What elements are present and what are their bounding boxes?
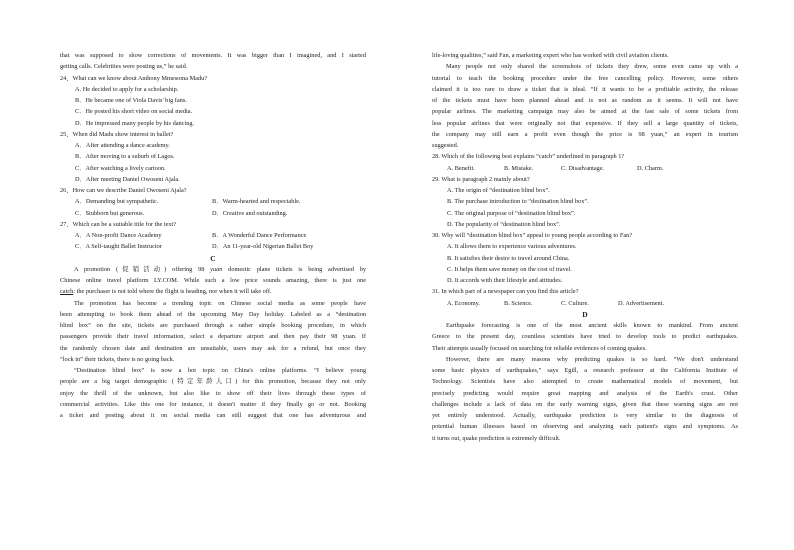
question-26-options-row xyxy=(60,208,366,219)
question-29-option-b[interactable]: B. The purchase introduction to “destination blind box”. xyxy=(447,198,589,206)
question-26-option-a[interactable]: A．Demanding but sympathetic. xyxy=(75,198,159,206)
question-27-options-row xyxy=(60,230,366,241)
passage-c-line: a ticket and posting about it on social media can still suggest that one has adventurous and xyxy=(60,412,366,419)
question-28-option-a[interactable]: A. Benefit. xyxy=(447,164,475,172)
question-27-option-c[interactable]: C．A Self-taught Ballet Instructor xyxy=(75,243,162,251)
intro-line: that was supposed to show corrections of movements. It was bigger than I imagined, and I started xyxy=(60,52,366,59)
passage-d-line: Greece to the present day, countless scientists have tried to develop tools to predict earthquakes. xyxy=(432,333,738,341)
passage-d-line: yet entirely understood. Actually, earthquake prediction is very similar to the diagnosis of xyxy=(432,412,738,419)
question-31-option-d[interactable]: D. Advertisement. xyxy=(618,299,664,307)
passage-c-line: passengers provide their travel information, select a departure airport and then pay their 98 yuan. If xyxy=(60,333,366,341)
question-29-option-d[interactable]: D. The popularity of “destination blind box”. xyxy=(447,220,561,228)
question-26-option-d[interactable]: D．Creative and outstanding. xyxy=(212,209,288,217)
passage-c-line: less popular airlines that were originally not that expensive. If they sell a large quantity of tickets, xyxy=(432,119,738,127)
passage-c-line: blind box” on the site, tickets are purchased through a rather simple booking procedure, in which xyxy=(60,322,366,329)
question-29-option-c[interactable]: C. The original purpose of “destination blind box”. xyxy=(447,209,576,217)
section-c-heading: C xyxy=(210,253,216,263)
passage-c-line: Many people not only shared the screenshots of tickets they drew, some even came up with a xyxy=(446,63,738,71)
question-27-option-d[interactable]: D．An 11-year-old Nigerian Ballet Boy xyxy=(212,243,314,251)
question-27-options-row xyxy=(60,241,366,252)
passage-c-line: the randomly chosen date and destination are unsuitable, users may ask for a refund, but once they xyxy=(60,344,366,352)
passage-c-line: catch: the purchaser is not told where the flight is heading, nor when it will take off. xyxy=(60,288,272,296)
passage-c-line: “Destination blind box” is now a hot topic on China's online platforms. “I believe young xyxy=(74,367,366,374)
intro-line: getting calls. Celebrities were posting us,” he said. xyxy=(60,63,188,71)
question-29-option-a[interactable]: A. The origin of “destination blind box”. xyxy=(447,187,550,194)
passage-c-line: life-loving qualities,” said Fan, a marketing expert who has worked with civil aviation clients. xyxy=(432,52,669,59)
passage-c-line: popular airlines. The marketing campaign may also be aimed at the fast sale of some tickets from xyxy=(432,108,738,116)
question-25-option-a[interactable]: A．After attending a dance academy. xyxy=(75,142,170,149)
passage-c-line: “lock in” their tickets, there is no going back. xyxy=(60,355,175,363)
passage-d-line: However, there are many reasons why predicting quakes is so hard. “We don't understand xyxy=(446,355,738,363)
passage-c-line: A promotion (促销活动) offering 98 yuan domestic plane tickets is being advertised by xyxy=(74,265,366,273)
question-26-option-b[interactable]: B．Warm-hearted and respectable. xyxy=(212,198,301,206)
passage-c-line: of the tickets must have been planned ahead and is not as random as it seems. It will not have xyxy=(432,97,738,104)
question-31-stem: 31. In which part of a newspaper can you find this article? xyxy=(432,288,579,296)
passage-c-line: people are a big target demographic (特定年龄人口) for this promotion, because they not only xyxy=(60,378,366,386)
passage-c-line: suggested. xyxy=(432,142,459,149)
passage-d-line: it turns out, quake prediction is extremely difficult. xyxy=(432,434,561,442)
passage-c-line: the company may still earn a profit even though the price is 98 yuan,” an expert in tourism xyxy=(432,130,738,138)
question-24-stem: 24、What can we know about Anthony Mmesoma Madu? xyxy=(60,74,208,82)
question-24-option-d[interactable]: D．He impressed many people by his dancing. xyxy=(75,119,195,127)
question-24-option-a[interactable]: A. He decided to apply for a scholarship. xyxy=(75,85,179,93)
question-24-option-c[interactable]: C．He posted his short video on social media. xyxy=(75,108,193,116)
passage-c-line: tutorial to teach the booking procedure under the free cancelling policy. However, some others xyxy=(432,74,738,82)
passage-c-line: Chinese online travel platform LY.COM. While such a low price sounds amazing, there is just one xyxy=(60,277,366,284)
passage-c-line: enjoy the thrill of the unknown, but also like to show off their lives through these types of xyxy=(60,389,366,397)
passage-d-line: Their attempts usually focused on searching for reliable evidences of coming quakes. xyxy=(432,344,647,352)
question-27-option-b[interactable]: B．A Wonderful Dance Performance xyxy=(212,232,307,239)
passage-d-line: some basic physics of earthquakes,” says Egill, a research professor at the California Institute of xyxy=(432,367,738,374)
question-30-option-b[interactable]: B. It satisfies their desire to travel around China. xyxy=(447,254,570,262)
passage-c-line: The promotion has become a trending topic on Chinese social media as some people have xyxy=(74,299,366,307)
question-31-option-b[interactable]: B. Science. xyxy=(504,299,533,307)
question-28-options-row xyxy=(432,163,738,174)
question-30-option-c[interactable]: C. It helps them save money on the cost of travel. xyxy=(447,265,572,273)
question-31-option-c[interactable]: C. Culture. xyxy=(561,299,589,307)
question-28-stem: 28. Which of the following best explains “catch” underlined in paragraph 1? xyxy=(432,153,625,161)
left-column xyxy=(60,50,366,421)
passage-d-line: Earthquake forecasting is one of the most ancient skills known to mankind. From ancient xyxy=(446,322,738,329)
passage-d-line: potential human illnesses based on observing and analyzing each patient's signs and symptoms. As xyxy=(432,423,738,431)
question-25-option-d[interactable]: D．After meeting Daniel Owoseni Ajala. xyxy=(75,175,180,183)
right-column xyxy=(432,50,738,444)
passage-d-line: challenges include a lack of data on the early warning signs, given that these warning signs are not xyxy=(432,400,738,408)
question-26-options-row xyxy=(60,196,366,207)
catch-underlined-word: catch xyxy=(60,288,74,296)
passage-c-line: been attempting to book them ahead of the upcoming May Day holiday. Labeled as a “destination xyxy=(60,310,366,318)
question-29-stem: 29. What is paragraph 2 mainly about? xyxy=(432,175,530,183)
question-25-stem: 25、When did Madu show interest in ballet? xyxy=(60,130,174,138)
question-26-option-c[interactable]: C．Stubborn but generous. xyxy=(75,209,145,217)
question-26-stem: 26、How can we describe Daniel Owoseni Ajala? xyxy=(60,187,187,194)
question-30-stem: 30. Why will “destination blind box” appeal to young people according to Fan? xyxy=(432,232,633,239)
question-30-option-d[interactable]: D. It accords with their lifestyle and attitudes. xyxy=(447,277,563,284)
question-31-option-a[interactable]: A. Economy. xyxy=(447,299,480,307)
passage-c-line: claimed it is too rare to draw a ticket that is ideal. “If it wants to be a profitable activity, the release xyxy=(432,85,738,93)
question-31-options-row xyxy=(432,298,738,309)
question-28-option-b[interactable]: B. Mistake. xyxy=(504,164,534,172)
question-25-option-b[interactable]: B．After moving to a suburb of Lagos. xyxy=(75,153,175,161)
question-28-option-c[interactable]: C. Disadvantage. xyxy=(561,164,605,172)
section-d-heading: D xyxy=(582,309,588,319)
question-28-option-d[interactable]: D. Charm. xyxy=(637,164,664,172)
question-24-option-b[interactable]: B．He became one of Viola Davis' big fans. xyxy=(75,97,187,104)
passage-c-line: commercial activities. Like this one for instance, it doesn't matter if they finally go or not. Booking xyxy=(60,400,366,408)
question-27-stem: 27、Which can be a suitable title for the text? xyxy=(60,220,177,228)
question-25-option-c[interactable]: C．After watching a lively cartoon. xyxy=(75,164,166,172)
question-27-option-a[interactable]: A．A Non-profit Dance Academy xyxy=(75,232,162,239)
question-30-option-a[interactable]: A. It allows them to experience various adventures. xyxy=(447,243,577,251)
passage-d-line: precisely predicting would require great mapping and analysis of the Earth's crust. Other xyxy=(432,389,738,397)
passage-d-line: Technology. Scientists have also attempted to create mathematical models of movement, but xyxy=(432,378,738,386)
